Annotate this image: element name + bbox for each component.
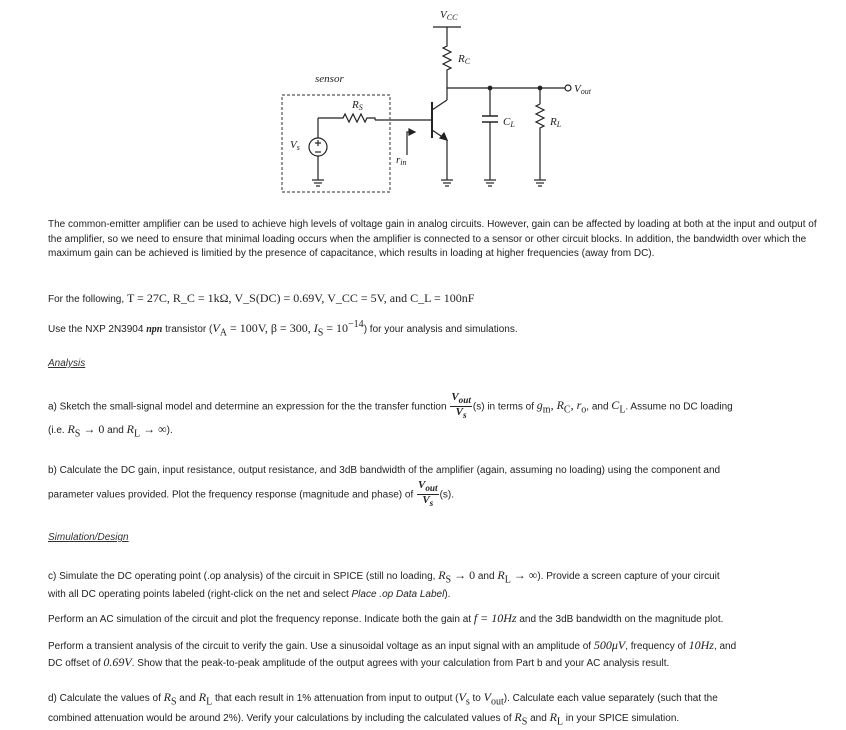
params-math: T = 27C, R_C = 1kΩ, V_S(DC) = 0.69V, V_CC = 5V, and C_L = 100nF	[126, 291, 475, 305]
svg-text:CL: CL	[503, 116, 515, 129]
svg-text:RL: RL	[550, 116, 562, 129]
part-b: b) Calculate the DC gain, input resistance, output resistance, and 3dB bandwidth of the amplifier (again, assuming no loading) using the component and parameter values provided. Plot the frequency response (magnitude and phase) of $\frac{V_{out}}{V_s}$ (s).	[48, 465, 721, 509]
part-c2: Perform an AC simulation of the circuit and plot the frequency reponse. Indicate both the gain at f = 10Hz and the 3dB bandwidth on the magnitude plot.	[48, 611, 724, 625]
svg-text:RS: RS	[352, 99, 363, 112]
analysis-heading: Analysis	[48, 358, 86, 369]
svg-text:RC: RC	[458, 53, 471, 66]
simulation-heading: Simulation/Design	[48, 532, 129, 543]
part-d: d) Calculate the values of $R_S$ and $R_L$ that each result in 1% attenuation from input to output ($V_s$ to $V_{out}$). Calculate each value separately (such that the combined attenuation would be around 2%). Verify your calculations by including the calculated values of $R_S$ and $R_L$ in your SPICE simulation.	[48, 690, 718, 728]
rs-resistor	[340, 114, 375, 122]
circuit-diagram	[0, 0, 846, 205]
svg-text:VCC: VCC	[440, 9, 458, 22]
svg-text:Vs: Vs	[290, 139, 300, 152]
intro-paragraph: The common-emitter amplifier can be used to achieve high levels of voltage gain in analog circuits. However, gain can be affected by loading at both at the input and output of the amplifier, so we need to ensure that minimal loading occurs when the amplifier is connected to a sensor or other circuit blocks. In addition, the bandwidth over which the maximum gain can be achieved is limitied by the presence of capacitance, which results in loading at higher frequencies (away from DC).	[48, 219, 817, 259]
params-line: For the following, T = 27C, R_C = 1kΩ, V_S(DC) = 0.69V, V_CC = 5V, and C_L = 100nF	[48, 291, 475, 305]
svg-text:Vout: Vout	[574, 83, 591, 96]
transfer-function-fraction-b: $\frac{V_{out}}{V_s}$	[418, 479, 438, 509]
rc-resistor	[443, 42, 451, 88]
svg-text:sensor: sensor	[315, 73, 344, 85]
vout-terminal	[565, 85, 571, 91]
part-c1: c) Simulate the DC operating point (.op analysis) of the circuit in SPICE (still no loading, $R_S \to 0$ and $R_L$ → ∞). Provide a screen capture of your circuit with all DC operating points labeled (right-click on the net and select Place .op Data Label).	[48, 568, 720, 600]
part-c3: Perform a transient analysis of the circuit to verify the gain. Use a sinusoidal voltage as an input signal with an amplitude of 500μV, frequency of 10Hz, and DC offset of 0.69V. Show that the peak-to-peak amplitude of the output agrees with your calculation from Part b and your AC analysis result.	[48, 638, 737, 669]
transfer-function-fraction: $\frac{V_{out}}{V_s}$	[451, 391, 471, 421]
rin-arrow	[407, 132, 412, 155]
svg-text:rin: rin	[396, 154, 407, 167]
rl-resistor	[536, 104, 544, 180]
transistor-line: Use the NXP 2N3904 npn transistor ($V_A = 100V$, β = 300, $I_S = 10^{-14}$) for your analysis and simulations.	[48, 319, 518, 339]
part-a: a) Sketch the small-signal model and determine an expression for the the transfer function $\frac{V_{out}}{V_s}$ (s) in terms of $g_m$, $R_C$, $r_o$, and $C_L$. Assume no DC loading (i.e. $R_S \to 0$ and $R_L$ → ∞).	[48, 391, 733, 440]
